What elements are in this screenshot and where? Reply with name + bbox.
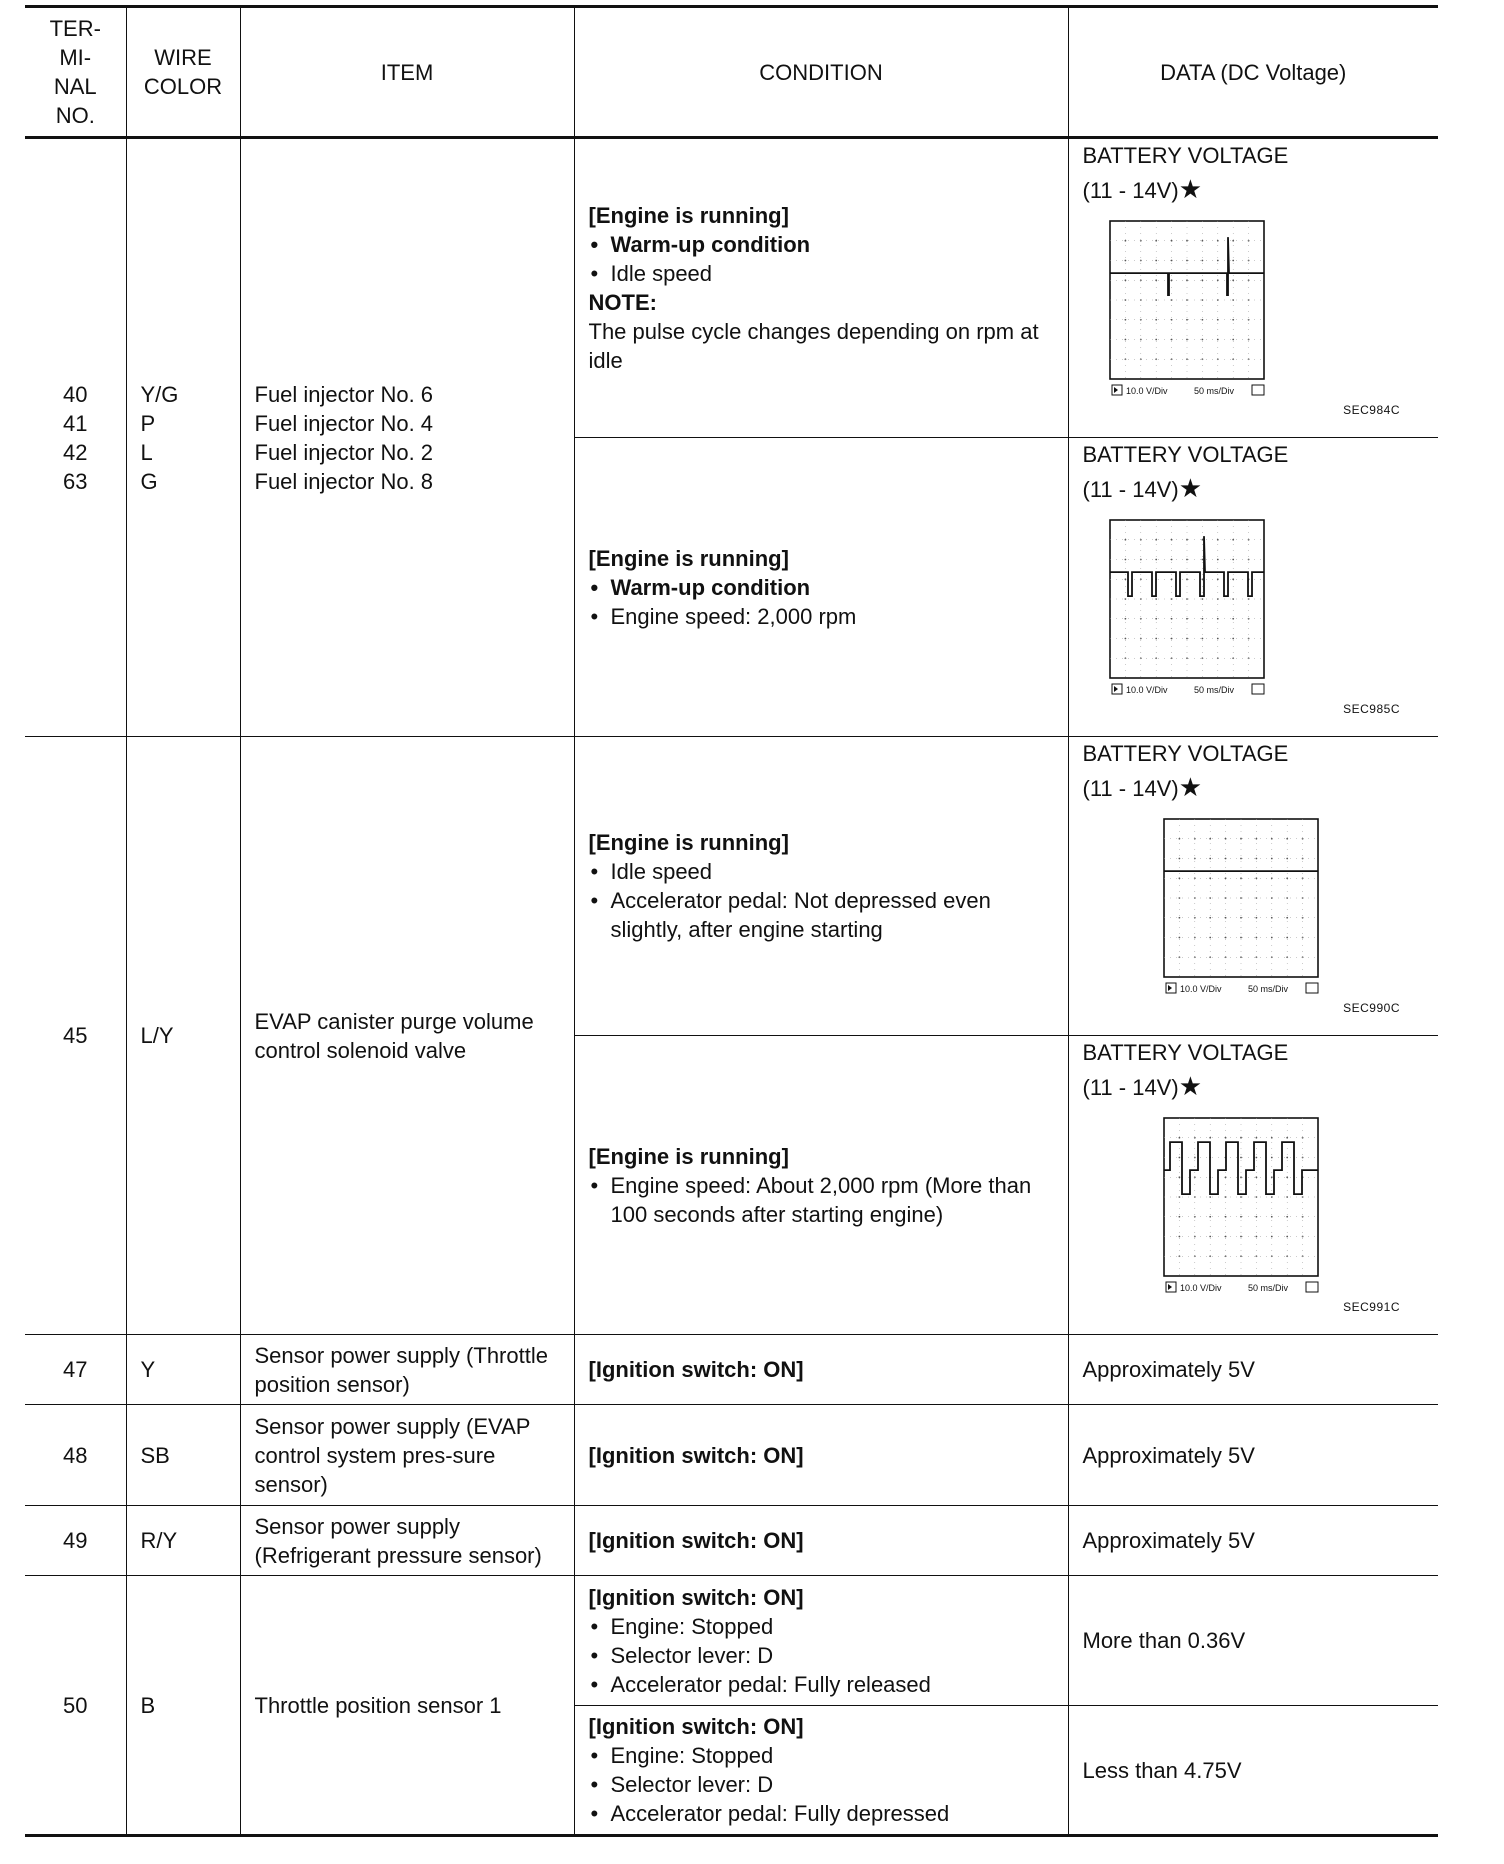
table-row-injectors (25, 138, 1438, 438)
wire-color-cell: R/Y (126, 1506, 240, 1576)
data-cell: BATTERY VOLTAGE (11 - 14V)★ 10.0 V/Div 50 ms/Div SEC985C (1068, 438, 1438, 737)
oscilloscope-waveform (1106, 516, 1268, 703)
data-cell: BATTERY VOLTAGE (11 - 14V)★ 10.0 V/Div 50 ms/Div SEC991C (1068, 1036, 1438, 1335)
item-cell: Sensor power supply (Throttle position sensor) (240, 1335, 574, 1405)
wire-color-cell: Y/G P L G (126, 138, 240, 737)
star-icon: ★ (1178, 174, 1202, 204)
scope-time-scale: 50 ms/Div (1247, 1283, 1288, 1293)
data-cell: Approximately 5V (1068, 1506, 1438, 1576)
condition-cell: [Engine is running] • Warm-up condition • Idle speed NOTE: The pulse cycle changes depending on rpm at idle (574, 138, 1068, 438)
table-row (25, 1506, 1438, 1576)
condition-cell: [Ignition switch: ON] (574, 1506, 1068, 1576)
table-row (25, 1335, 1438, 1405)
table-row-evap (25, 737, 1438, 1036)
oscilloscope-waveform (1106, 217, 1268, 404)
table-row-tps (25, 1576, 1438, 1706)
header-terminal: TER- MI- NAL NO. (25, 7, 126, 138)
wire-color-cell: Y (126, 1335, 240, 1405)
terminal-cell: 49 (25, 1506, 126, 1576)
table-row (25, 1405, 1438, 1506)
condition-cell: [Ignition switch: ON] (574, 1405, 1068, 1506)
terminal-cell: 40 41 42 63 (25, 138, 126, 737)
header-data: DATA (DC Voltage) (1068, 7, 1438, 138)
data-cell: BATTERY VOLTAGE (11 - 14V)★ 10.0 V/Div 50 ms/Div SEC984C (1068, 138, 1438, 438)
scope-time-scale: 50 ms/Div (1193, 386, 1234, 396)
condition-cell: [Ignition switch: ON] • Engine: Stopped • Selector lever: D • Accelerator pedal: Fully depressed (574, 1706, 1068, 1836)
wire-color-cell: SB (126, 1405, 240, 1506)
condition-cell: [Engine is running] • Warm-up condition • Engine speed: 2,000 rpm (574, 438, 1068, 737)
scope-volt-scale: 10.0 V/Div (1179, 984, 1222, 994)
terminal-cell: 45 (25, 737, 126, 1335)
header-item: ITEM (240, 7, 574, 138)
oscilloscope-waveform (1160, 1114, 1322, 1301)
condition-cell: [Ignition switch: ON] • Engine: Stopped • Selector lever: D • Accelerator pedal: Fully released (574, 1576, 1068, 1706)
item-cell: Fuel injector No. 6 Fuel injector No. 4 Fuel injector No. 2 Fuel injector No. 8 (240, 138, 574, 737)
wire-color-cell: B (126, 1576, 240, 1836)
data-cell: Approximately 5V (1068, 1405, 1438, 1506)
terminal-cell: 48 (25, 1405, 126, 1506)
star-icon: ★ (1178, 1071, 1202, 1101)
star-icon: ★ (1178, 473, 1202, 503)
condition-cell: [Engine is running] • Idle speed • Accelerator pedal: Not depressed even slightly, after engine starting (574, 737, 1068, 1036)
header-wire-color: WIRE COLOR (126, 7, 240, 138)
header-row (25, 7, 1438, 138)
wire-color-cell: L/Y (126, 737, 240, 1335)
data-cell: BATTERY VOLTAGE (11 - 14V)★ 10.0 V/Div 50 ms/Div SEC990C (1068, 737, 1438, 1036)
scope-volt-scale: 10.0 V/Div (1179, 1283, 1222, 1293)
star-icon: ★ (1178, 772, 1202, 802)
item-cell: EVAP canister purge volume control solenoid valve (240, 737, 574, 1335)
data-cell: Approximately 5V (1068, 1335, 1438, 1405)
condition-cell: [Ignition switch: ON] (574, 1335, 1068, 1405)
scope-time-scale: 50 ms/Div (1193, 685, 1234, 695)
data-cell: More than 0.36V (1068, 1576, 1438, 1706)
oscilloscope-waveform (1160, 815, 1322, 1002)
item-cell: Sensor power supply (Refrigerant pressure sensor) (240, 1506, 574, 1576)
terminal-cell: 50 (25, 1576, 126, 1836)
data-cell: Less than 4.75V (1068, 1706, 1438, 1836)
scope-volt-scale: 10.0 V/Div (1125, 685, 1168, 695)
scope-volt-scale: 10.0 V/Div (1125, 386, 1168, 396)
condition-cell: [Engine is running] • Engine speed: About 2,000 rpm (More than 100 seconds after starting engine) (574, 1036, 1068, 1335)
item-cell: Sensor power supply (EVAP control system pres-sure sensor) (240, 1405, 574, 1506)
item-cell: Throttle position sensor 1 (240, 1576, 574, 1836)
terminal-cell: 47 (25, 1335, 126, 1405)
terminal-spec-table (25, 5, 1438, 1837)
scope-time-scale: 50 ms/Div (1247, 984, 1288, 994)
header-condition: CONDITION (574, 7, 1068, 138)
